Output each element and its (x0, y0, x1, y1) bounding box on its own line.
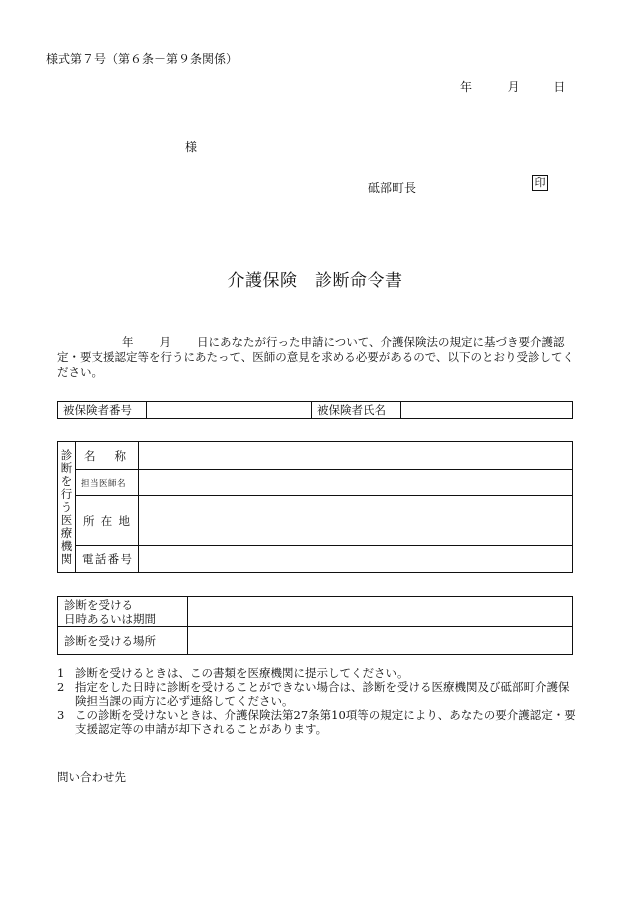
exam-datetime-value (188, 597, 573, 627)
exam-datetime-label: 診断を受ける 日時あるいは期間 (58, 597, 188, 627)
body-year: 年 (122, 335, 134, 349)
exam-table (57, 596, 573, 655)
phone-value (139, 546, 573, 573)
exam-place-value (188, 627, 573, 655)
date-day: 日 (553, 80, 566, 94)
insured-number-value (147, 402, 312, 419)
insured-number-label: 被保険者番号 (58, 402, 147, 419)
contact-label: 問い合わせ先 (57, 770, 126, 784)
form-number: 様式第７号（第６条－第９条関係） (46, 52, 239, 66)
address-value (139, 496, 573, 546)
issue-date (460, 78, 565, 95)
notes-list (57, 666, 577, 736)
doctor-value (139, 470, 573, 496)
date-month: 月 (507, 80, 520, 94)
facility-side-label: 診 断 を 行 う 医 療 機 関 (58, 442, 76, 573)
issuer-name: 砥部町長 (368, 181, 417, 195)
phone-label: 電 話 番 号 (76, 546, 139, 573)
body-month: 月 (159, 335, 171, 349)
seal-mark: 印 (532, 175, 548, 191)
facility-name-value (139, 442, 573, 470)
addressee-suffix: 様 (185, 140, 198, 154)
date-year: 年 (460, 80, 473, 94)
insured-name-label: 被保険者氏名 (312, 402, 401, 419)
exam-place-label: 診断を受ける場所 (58, 627, 188, 655)
note-item: 1 診断を受けるときは、この書類を医療機関に提示してください。 (57, 666, 409, 680)
insured-table (57, 401, 573, 419)
facility-table (57, 441, 573, 573)
document-title: 介護保険 診断命令書 (227, 271, 403, 291)
note-item: 3 この診断を受けないときは、介護保険法第27条第10項等の規定により、あなたの要介護認定・要支援認定等の申請が却下されることがあります。 (57, 708, 576, 736)
body-text: 日にあなたが行った申請について、介護保険法の規定に基づき要介護認定・要支援認定等を行うにあたって、医師の意見を求める必要があるので、以下のとおり受診してください。 (57, 335, 575, 379)
facility-name-label: 名 称 (76, 442, 139, 470)
doctor-label: 担当医師名 (76, 470, 139, 496)
note-item: 2 指定をした日時に診断を受けることができない場合は、診断を受ける医療機関及び砥部町介護保険担当課の両方に必ず連絡してください。 (57, 680, 570, 708)
insured-name-value (401, 402, 573, 419)
address-label: 所 在 地 (76, 496, 139, 546)
body-paragraph (57, 335, 577, 380)
